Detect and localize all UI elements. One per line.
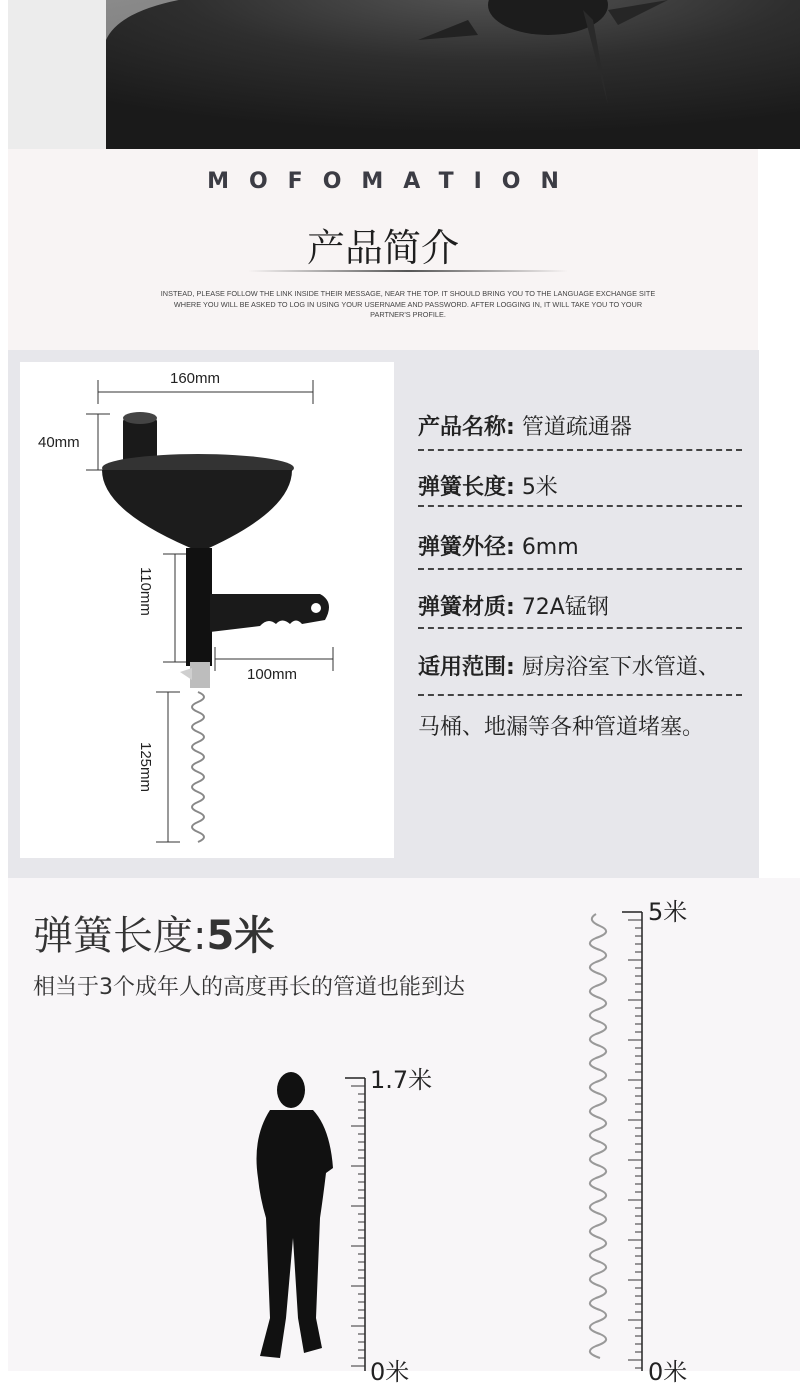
dim-handle-width: 100mm <box>247 666 298 683</box>
spec-label: 弹簧长度: <box>418 475 515 500</box>
length-comparison-icon <box>8 878 800 1371</box>
person-scale-bottom-label: 0米 <box>370 1358 410 1386</box>
spec-value: 管道疏通器 <box>521 415 632 440</box>
divider <box>418 449 742 451</box>
title-underline <box>248 270 568 272</box>
spec-name <box>418 410 748 441</box>
length-title-label: 弹簧长度: <box>33 913 207 959</box>
divider <box>418 505 742 507</box>
spec-value: 72A锰钢 <box>521 595 609 620</box>
dim-top-height: 40mm <box>38 434 80 451</box>
length-subtitle: 相当于3个成年人的高度再长的管道也能到达 <box>33 975 465 1000</box>
dim-spring-length: 125mm <box>137 742 154 793</box>
intro-section <box>8 149 758 350</box>
spec-label: 适用范围: <box>418 655 515 680</box>
spring-scale-top-label: 5米 <box>648 898 688 926</box>
spec-section <box>8 350 759 878</box>
spec-label: 弹簧外径: <box>418 535 515 560</box>
length-title-value: 5米 <box>206 913 275 959</box>
dim-handle-height: 110mm <box>137 567 154 616</box>
spec-usage-continued: 马桶、地漏等各种管道堵塞。 <box>418 715 705 740</box>
spec-value: 5米 <box>521 475 558 500</box>
person-scale-top-label: 1.7米 <box>370 1066 433 1094</box>
divider <box>418 568 742 570</box>
spec-label: 弹簧材质: <box>418 595 515 620</box>
divider <box>418 694 742 696</box>
spec-diameter <box>418 530 748 561</box>
drain-funnel-closeup-icon <box>8 0 800 149</box>
spec-length <box>418 470 748 501</box>
hero-image <box>8 0 800 149</box>
spec-usage <box>418 650 748 681</box>
length-section <box>8 878 800 1386</box>
spec-label: 产品名称: <box>418 415 515 440</box>
spec-value: 厨房浴室下水管道、 <box>521 655 720 680</box>
person-silhouette-icon <box>257 1072 334 1358</box>
dimension-diagram <box>20 362 394 858</box>
dim-width: 160mm <box>170 370 221 387</box>
spec-value: 6mm <box>521 535 579 560</box>
divider <box>418 627 742 629</box>
spring-scale-bottom-label: 0米 <box>648 1358 688 1386</box>
spring-icon <box>590 914 606 1358</box>
brand-name: MOFOMATION <box>207 169 579 194</box>
section-title: 产品简介 <box>306 226 459 270</box>
spec-material <box>418 590 748 621</box>
intro-description: INSTEAD, PLEASE FOLLOW THE LINK INSIDE THEIR MESSAGE, NEAR THE TOP. IT SHOULD BRING YOU TO THE LANGUAGE EXCHANGE SITE WHERE YOU WILL BE ASKED TO LOG IN USING YOUR USERNAME AND PASSWORD. AFTER LOGGING IN, IT WILL TAKE YOU TO YOUR PARTNER'S PROFILE. <box>160 289 656 319</box>
